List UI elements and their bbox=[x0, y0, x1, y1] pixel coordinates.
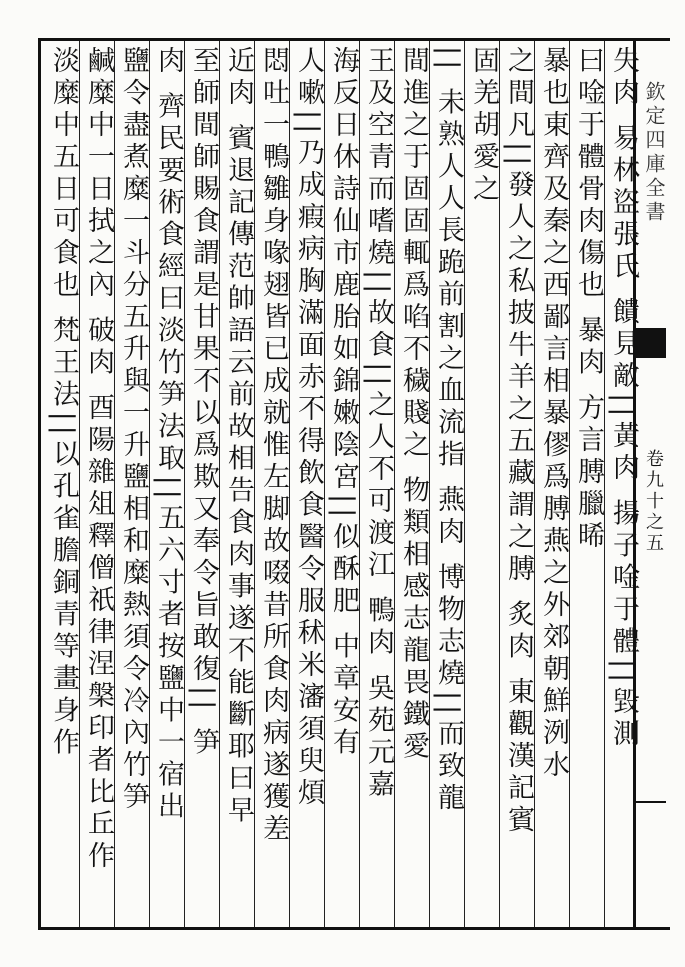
text-column-16: 鹹糜中一日拭之內 破肉 酉陽雜俎釋僧祇律涅槃印者比丘作 bbox=[83, 46, 114, 874]
text-column-17: 淡糜中五日可食也 梵王法||以孔雀膽銅青等畫身作 bbox=[48, 46, 79, 760]
text-column-8: 王及空青而嗜燒||故食||之人不可渡江 鴨肉 吳苑元嘉 bbox=[363, 46, 394, 802]
header-block-mark bbox=[636, 328, 666, 358]
text-column-12: 近肉 賓退記傳范帥語云前故相告食肉事遂不能斷耶曰早 bbox=[223, 46, 254, 828]
text-column-4: 之間凡||發人之私披牛羊之五藏謂之膊 炙肉 東觀漢記賓 bbox=[503, 46, 534, 838]
text-column-11: 悶吐一鴨雛身喙翅皆已成就惟左脚故啜昔所食肉病遂獲差 bbox=[258, 46, 289, 846]
text-column-13: 至師間師賜食謂是甘果不以爲欺又奉令旨敢復|| 笋 bbox=[188, 46, 219, 760]
text-column-15: 鹽令盡煮糜一斗分五升與一升鹽相和糜熱須令冷內竹笋 bbox=[118, 46, 149, 814]
book-title: 欽定四庫全書 bbox=[642, 81, 666, 225]
text-column-9: 海反日休詩仙市鹿胎如錦嫩陰宮||似酥肥 中章安有 bbox=[328, 46, 359, 760]
header-rule-mark bbox=[636, 801, 666, 803]
text-column-6: || 未熟人人長跪前割之血流指 燕肉 博物志燒||而致龍 bbox=[433, 46, 464, 816]
text-column-1: 失肉 易林盜張氏 饋見敵||黃肉 揚子唫于體||毀測 bbox=[608, 46, 639, 752]
text-column-7: 間進之于固固輒爲啗不穢賤之 物類相感志龍畏鐵愛 bbox=[398, 46, 429, 764]
text-column-5: 固羌胡愛之 bbox=[468, 46, 499, 206]
text-column-14: 肉 齊民要術食經曰淡竹笋法取||五六寸者按鹽中一宿出 bbox=[153, 46, 184, 824]
text-column-3: 暴也東齊及秦之西鄙言相暴僇爲膊燕之外郊朝鮮洌水 bbox=[538, 46, 569, 782]
text-column-2: 曰唫于體骨肉傷也 暴肉 方言膊臘晞 bbox=[573, 46, 604, 554]
volume-label: 卷九十之五 bbox=[643, 449, 664, 554]
running-header bbox=[636, 38, 670, 930]
text-column-10: 人嗽||乃成瘕病胸滿面赤不得飲食醫令服秫米瀋須臾煩 bbox=[293, 46, 324, 811]
